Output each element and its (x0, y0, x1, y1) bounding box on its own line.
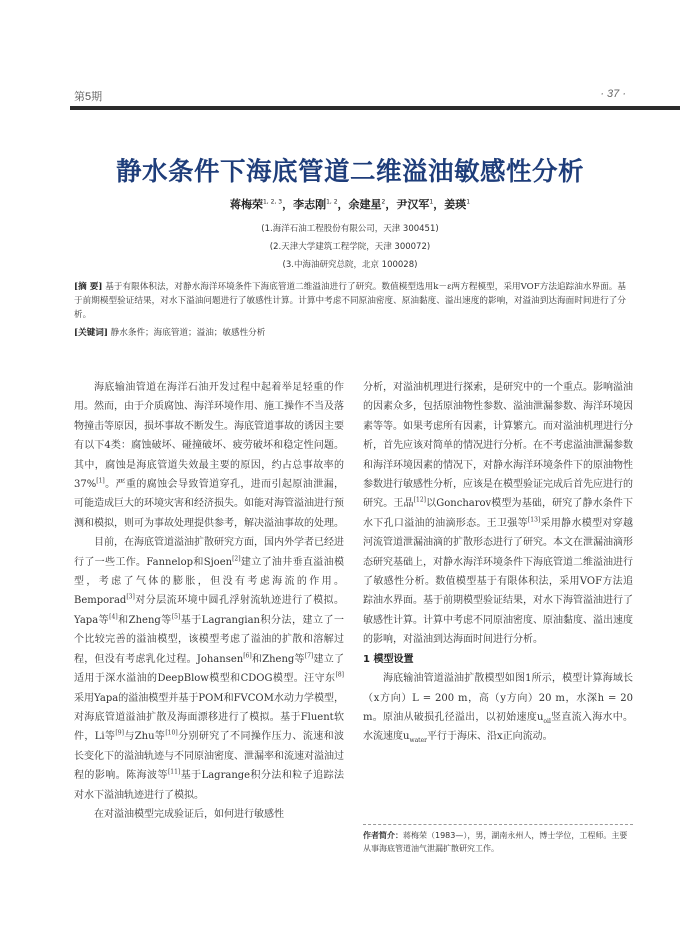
author-affiliation-mark: 1 (466, 198, 471, 206)
author-name: 尹汉军 (396, 198, 430, 211)
section-heading: 1 模型设置 (363, 653, 414, 665)
body-paragraph: 分析，对溢油机理进行探索，是研究中的一个重点。影响溢油的因素众多，包括原油物性参数、溢油泄漏参数、海洋环境因素等等。如果考虑所有因素，计算繁亢。而对溢油机理进行分析，首先应该对简单的情况进行分析。在不考虑溢油泄漏参数和海洋环境因素的情况下，对静水海洋环境条件下的原油物性参数进行敏感性分析，应该是在模型验证完成后首先应进行的研究。王晶[12]以Goncharov模型为基础，研究了静水条件下水下孔口溢油的油滴形态。王卫强等[13]采用静水模型对穿越河流管道泄漏油滴的扩散形态进行了研究。本文在泄漏油滴形态研究基础上，对静水海洋环境条件下海底管道二维溢油进行了敏感性分析。数值模型基于有限体积法，采用VOF方法追踪油水界面。基于前期模型验证结果，对水下海管溢油进行了敏感性计算。计算中考虑不同原油密度、原油黏度、溢出速度的影响，对溢油到达海面时间进行分析。 (363, 382, 634, 646)
body-paragraph: 海底输油管道溢油扩散模型如图1所示，模型计算海域长（x方向）L = 200 m，高（y方向）20 m，水深h = 20 m。原油从破损孔径溢出，以初始速度$u_{oil}$竖直流入海水中。水流速度$u_{water}$平行于海床、沿x正向流动。 (363, 673, 633, 745)
author-affiliation-mark: 1 (429, 198, 434, 206)
author-name: 蒋梅荣 (229, 198, 263, 211)
author-affiliation-mark: 1, 2, 3 (262, 198, 283, 206)
paper-title: 静水条件下海底管道二维溢油敏感性分析 (115, 158, 584, 186)
header-rule (70, 106, 680, 110)
body-column-left (74, 378, 344, 824)
body-paragraph: 在对溢油模型完成验证后，如何进行敏感性 (94, 808, 284, 820)
affiliation-3: (3.中海油研究总院，北京 100028) (282, 260, 418, 270)
author-name: 姜瑛 (444, 198, 467, 211)
keywords-text: 静水条件；海底管道；溢油；敏感性分析 (110, 328, 266, 338)
keywords (74, 326, 626, 340)
abstract (74, 280, 626, 322)
abstract-label: [摘 要] (74, 282, 103, 292)
journal-issue: 第5期 (74, 91, 103, 103)
author-note (363, 829, 633, 855)
author-name: 余建星 (348, 198, 382, 211)
author-list: 蒋梅荣$^{1, 2, 3}$，李志刚$^{1, 2}$，余建星$^2$，尹汉军$^1$，姜瑛$^1$ (229, 198, 471, 211)
author-name: 李志刚 (293, 198, 327, 211)
author-affiliation-mark: 2 (381, 198, 386, 206)
body-paragraph: 海底输油管道在海洋石油开发过程中起着举足轻重的作用。然而，由于介质腐蚀、海洋环境作用、施工操作不当及落物撞击等原因，损坏事故不断发生。海底管道事故的诱因主要有以下4类：腐蚀破坏、碰撞破坏、疲劳破坏和稳定性问题。其中，腐蚀是海底管道失效最主要的原因，约占总事故率的37%[1]。严重的腐蚀会导致管道穿孔，进而引起原油泄漏，可能造成巨大的环境灾害和经济损失。如能对海管溢油进行预测和模拟，则可为事故处理提供参考，解决溢油事故的处理。 (74, 382, 344, 529)
affiliation-1: (1.海洋石油工程股份有限公司，天津 300451) (261, 224, 439, 234)
author-note-label: 作者简介： (363, 831, 403, 840)
author-affiliation-mark: 1, 2 (326, 198, 338, 206)
body-column-right (363, 378, 633, 747)
body-paragraph: 目前，在海底管道溢油扩散研究方面，国内外学者已经进行了一些工作。Fannelop和Sjoen[2]建立了油井垂直溢油模型，考虑了气体的膨胀，但没有考虑海流的作用。Bemporad[3]对分层流环境中圆孔浮射流轨迹进行了模拟。Yapa等[4]和Zheng等[5]基于Lagrangian积分法，建立了一个比较完善的溢油模型，该模型考虑了溢油的扩散和溶解过程，但没有考虑乳化过程。Johansen[6]和Zheng等[7]建立了适用于深水溢油的DeepBlow模型和CDOG模型。汪守东[8]采用Yapa的溢油模型并基于POM和FVCOM水动力学模型，对海底管道溢油扩散及海面漂移进行了模拟。基于Fluent软件，Li等[9]与Zhu等[10]分别研究了不同操作压力、流速和波长变化下的溢油轨迹与不同原油密度、泄漏率和流速对溢油过程的影响。陈海波等[11]基于Lagrange积分法和粒子追踪法对水下溢油轨迹进行了模拟。 (74, 537, 345, 801)
keywords-label: [关键词] (74, 328, 108, 338)
page-number: · 37 · (600, 88, 626, 100)
affiliation-2: (2.天津大学建筑工程学院，天津 300072) (269, 242, 431, 252)
abstract-text: 基于有限体积法，对静水海洋环境条件下海底管道二维溢油进行了研究。数值模型选用k－ε两方程模型，采用VOF方法追踪油水界面。基于前期模型验证结果，对水下溢油问题进行了敏感性计算。计算中考虑不同原油密度、原油黏度、溢出速度的影响，对溢油到达海面时间进行了分析。 (74, 282, 627, 320)
footnote-rule (363, 824, 633, 825)
author-note-text: 蒋梅荣（1983—），男，湖南永州人，博士学位，工程师。主要从事海底管道油气泄漏扩散研究工作。 (363, 831, 628, 853)
